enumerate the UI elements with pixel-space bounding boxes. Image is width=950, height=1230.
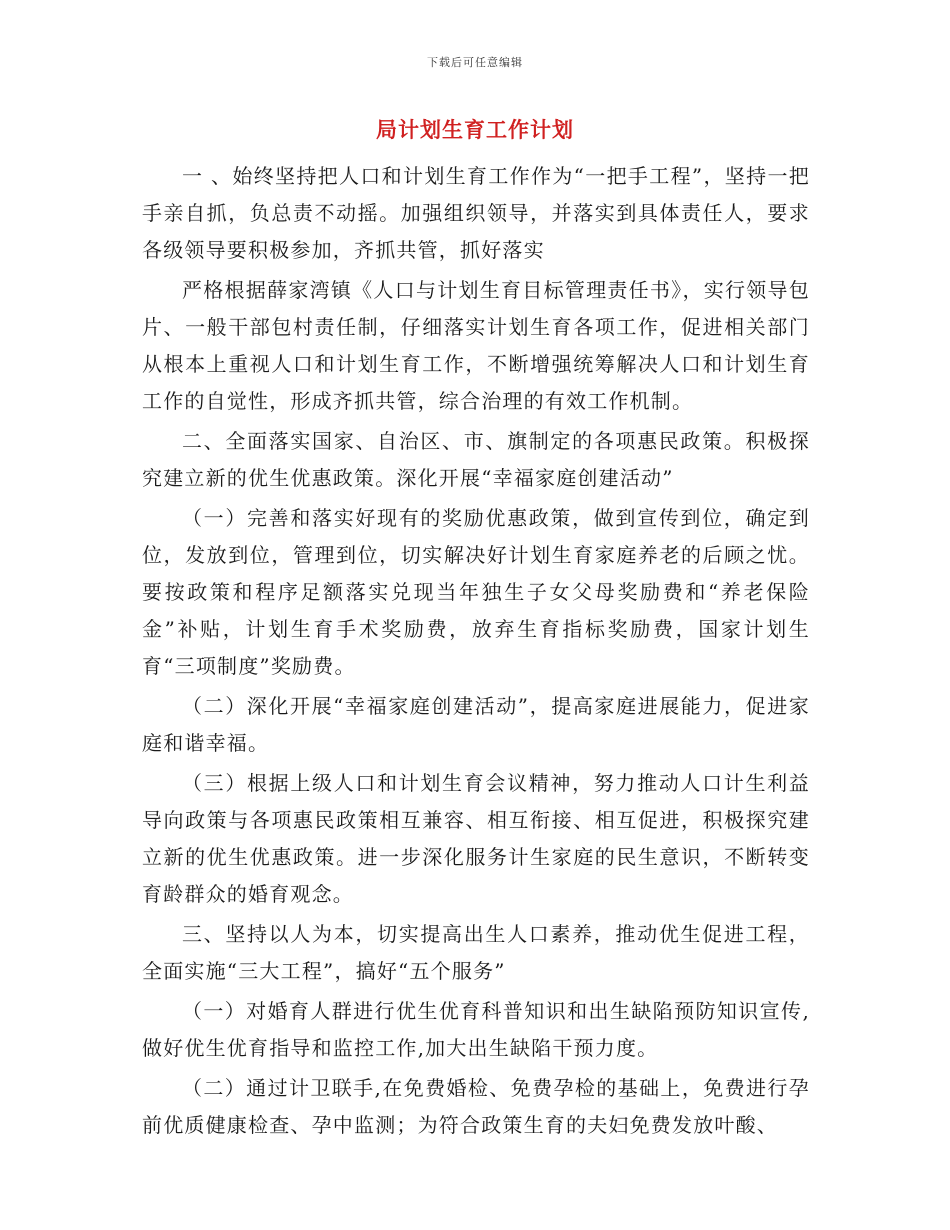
paragraph: （三）根据上级人口和计划生育会议精神，努力推动人口计生利益导向政策与各项惠民政策相互兼容、相互衔接、相互促进，积极探究建立新的优生优惠政策。进一步深化服务计生家庭的民生意识，不断转变育龄群众的婚育观念。 — [142, 771, 810, 906]
paragraph: （二）深化开展“幸福家庭创建活动”，提高家庭进展能力，促进家庭和谐幸福。 — [142, 694, 810, 755]
paragraph: 二、全面落实国家、自治区、市、旗制定的各项惠民政策。积极探究建立新的优生优惠政策。深化开展“幸福家庭创建活动” — [142, 429, 810, 490]
paragraph: 严格根据薛家湾镇《人口与计划生育目标管理责任书》，实行领导包片、一般干部包村责任制，仔细落实计划生育各项工作，促进相关部门从根本上重视人口和计划生育工作，不断增强统筹解决人口和计划生育工作的自觉性，形成齐抓共管，综合治理的有效工作机制。 — [142, 278, 810, 413]
paragraph: （二）通过计卫联手,在免费婚检、免费孕检的基础上，免费进行孕前优质健康检查、孕中监测；为符合政策生育的夫妇免费发放叶酸、 — [142, 1076, 810, 1137]
paragraph: 三、坚持以人为本，切实提高出生人口素养，推动优生促进工程，全面实施“三大工程”，搞好“五个服务” — [142, 922, 810, 983]
header-note: 下载后可任意编辑 — [427, 56, 523, 69]
document-title: 局计划生育工作计划 — [376, 118, 574, 142]
document-body — [142, 158, 810, 1147]
paragraph: （一）完善和落实好现有的奖励优惠政策，做到宣传到位，确定到位，发放到位，管理到位，切实解决好计划生育家庭养老的后顾之忧。要按政策和程序足额落实兑现当年独生子女父母奖励费和“养老保险金”补贴，计划生育手术奖励费，放弃生育指标奖励费，国家计划生育“三项制度”奖励费。 — [142, 506, 810, 678]
paragraph: （一）对婚育人群进行优生优育科普知识和出生缺陷预防知识宣传,做好优生优育指导和监控工作,加大出生缺陷干预力度。 — [142, 999, 810, 1060]
paragraph: 一 、始终坚持把人口和计划生育工作作为“一把手工程”，坚持一把手亲自抓，负总责不动摇。加强组织领导，并落实到具体责任人，要求各级领导要积极参加，齐抓共管，抓好落实 — [142, 164, 810, 262]
